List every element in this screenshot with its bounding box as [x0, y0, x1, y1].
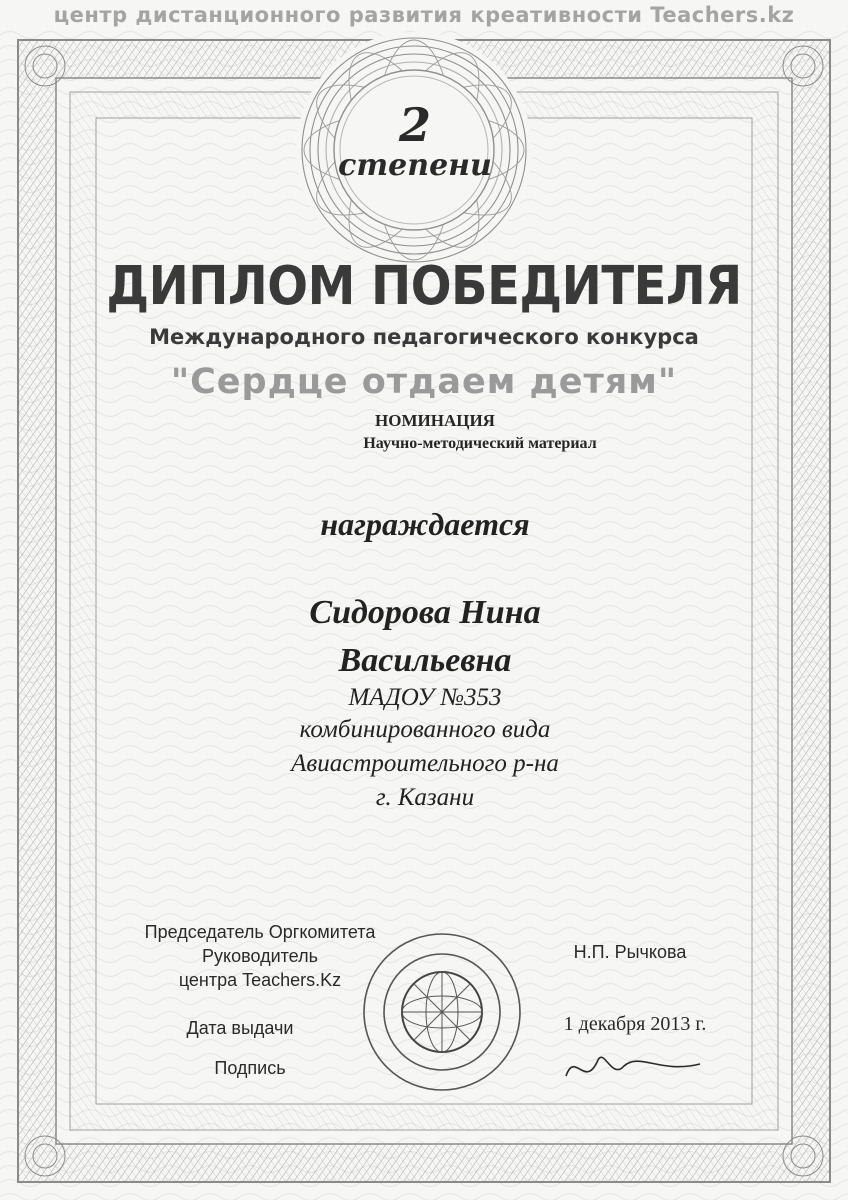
- recipient-name-line2: Васильевна: [338, 642, 512, 679]
- awarded-text: награждается: [320, 506, 530, 542]
- diploma-title: ДИПЛОМ ПОБЕДИТЕЛЯ: [106, 254, 742, 318]
- contest-name: "Сердце отдаем детям": [170, 362, 678, 402]
- diploma-subtitle: Международного педагогического конкурса: [149, 325, 699, 349]
- signer-name: Н.П. Рычкова: [573, 942, 687, 962]
- chair-title-line: Руководитель: [202, 946, 318, 966]
- org-banner: центр дистанционного развития креативности Teachers.kz: [53, 3, 795, 27]
- institution-line: МАДОУ №353: [348, 684, 502, 711]
- degree-number: 2: [398, 98, 431, 152]
- nomination-value: Научно-методический материал: [363, 435, 597, 452]
- issue-date-label: Дата выдачи: [186, 1018, 294, 1038]
- chair-title-line: центра Teachers.Kz: [178, 970, 342, 990]
- issue-date: 1 декабря 2013 г.: [563, 1013, 707, 1035]
- chair-title-line: Председатель Оргкомитета: [144, 922, 376, 942]
- degree-word: степени: [338, 148, 492, 183]
- institution-line: г. Казани: [375, 784, 475, 811]
- signature-label: Подпись: [214, 1058, 286, 1078]
- institution-line: комбинированного вида: [299, 716, 551, 743]
- institution-line: Авиастроительного р-на: [291, 750, 559, 777]
- nomination-label: НОМИНАЦИЯ: [375, 411, 495, 430]
- recipient-name-line1: Сидорова Нина: [309, 594, 541, 631]
